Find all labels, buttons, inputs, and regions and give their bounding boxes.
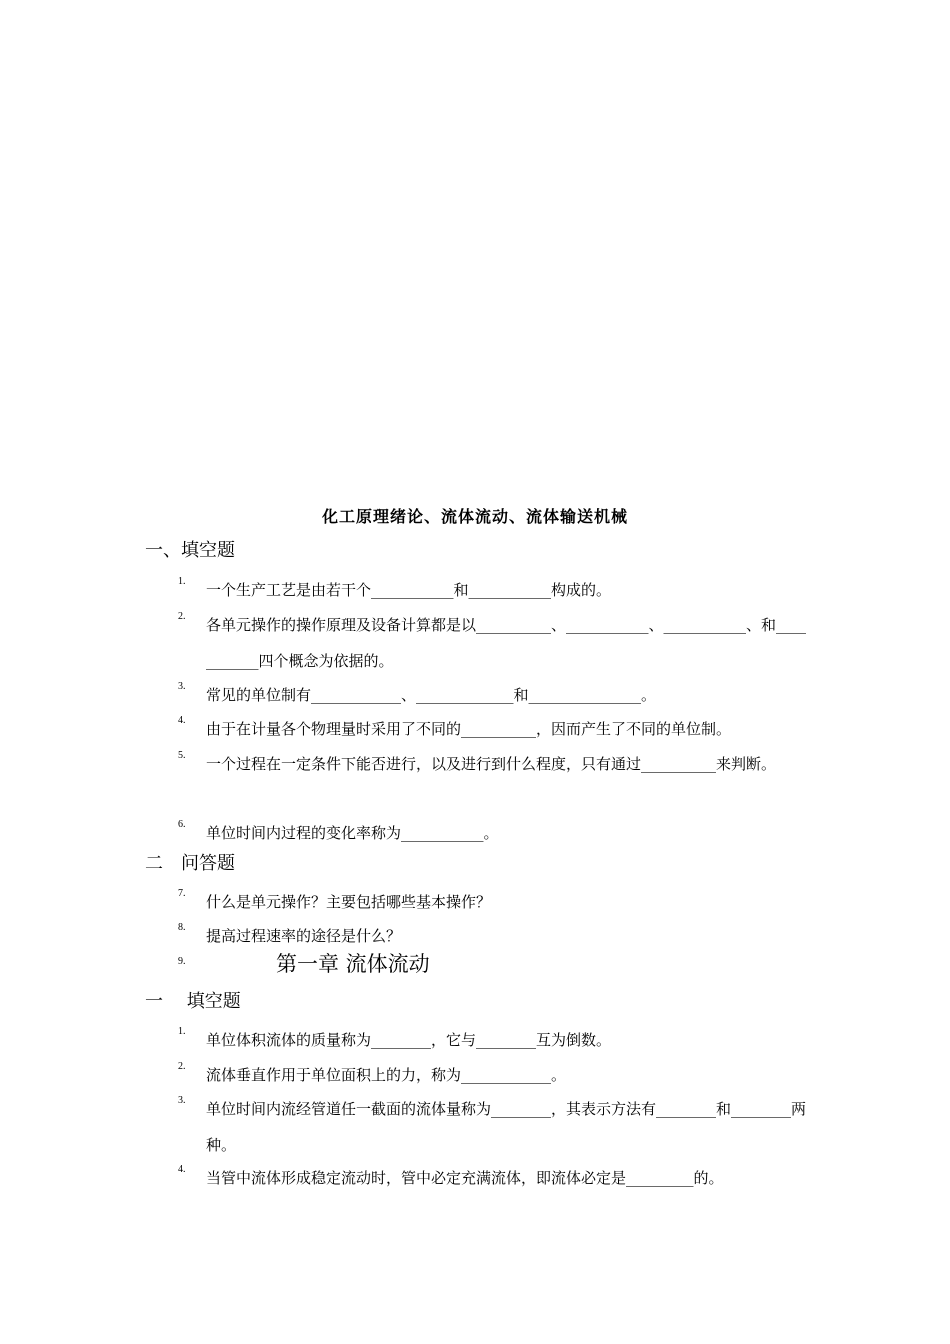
question-text: 流体垂直作用于单位面积上的力，称为____________。 [206, 1066, 567, 1084]
question-number: 2. [178, 1061, 186, 1072]
question-number: 9. [178, 956, 186, 967]
question-number: 3. [178, 1095, 186, 1106]
question-number: 1. [178, 1026, 186, 1037]
question-number: 2. [178, 611, 186, 622]
question-number: 8. [178, 922, 186, 933]
question-number: 6. [178, 819, 186, 830]
section-heading-fill-blank-ch1: 一 填空题 [145, 991, 241, 1012]
question-number: 1. [178, 576, 186, 587]
question-text: 一个生产工艺是由若干个___________和___________构成的。 [206, 581, 612, 599]
question-text: 由于在计量各个物理量时采用了不同的__________，因而产生了不同的单位制。 [206, 720, 732, 738]
question-text: 当管中流体形成稳定流动时，管中必定充满流体，即流体必定是_________的。 [206, 1169, 724, 1187]
question-number: 4. [178, 1164, 186, 1175]
question-text: 单位时间内流经管道任一截面的流体量称为________，其表示方法有________和________两种。 [206, 1100, 807, 1154]
chapter-title: 第一章 流体流动 [276, 952, 430, 976]
question-text: 单位体积流体的质量称为________，它与________互为倒数。 [206, 1031, 612, 1049]
section-heading-fill-blank: 一、填空题 [145, 540, 235, 561]
question-number: 5. [178, 750, 186, 761]
question-number: 3. [178, 681, 186, 692]
question-number: 4. [178, 715, 186, 726]
question-text: 提高过程速率的途径是什么？ [206, 927, 402, 945]
question-text: 什么是单元操作？主要包括哪些基本操作？ [206, 893, 492, 911]
question-text: 一个过程在一定条件下能否进行，以及进行到什么程度，只有通过__________来判断。 [206, 755, 777, 773]
document-title: 化工原理绪论、流体流动、流体输送机械 [321, 507, 628, 526]
section-heading-qa: 二 问答题 [145, 853, 235, 874]
question-text: 常见的单位制有____________、_____________和_______________。 [206, 686, 657, 704]
question-text: 单位时间内过程的变化率称为___________。 [206, 824, 499, 842]
question-number: 7. [178, 888, 186, 899]
question-text: 各单元操作的操作原理及设备计算都是以__________、___________、___________、和___________四个概念为依据的。 [206, 616, 807, 670]
